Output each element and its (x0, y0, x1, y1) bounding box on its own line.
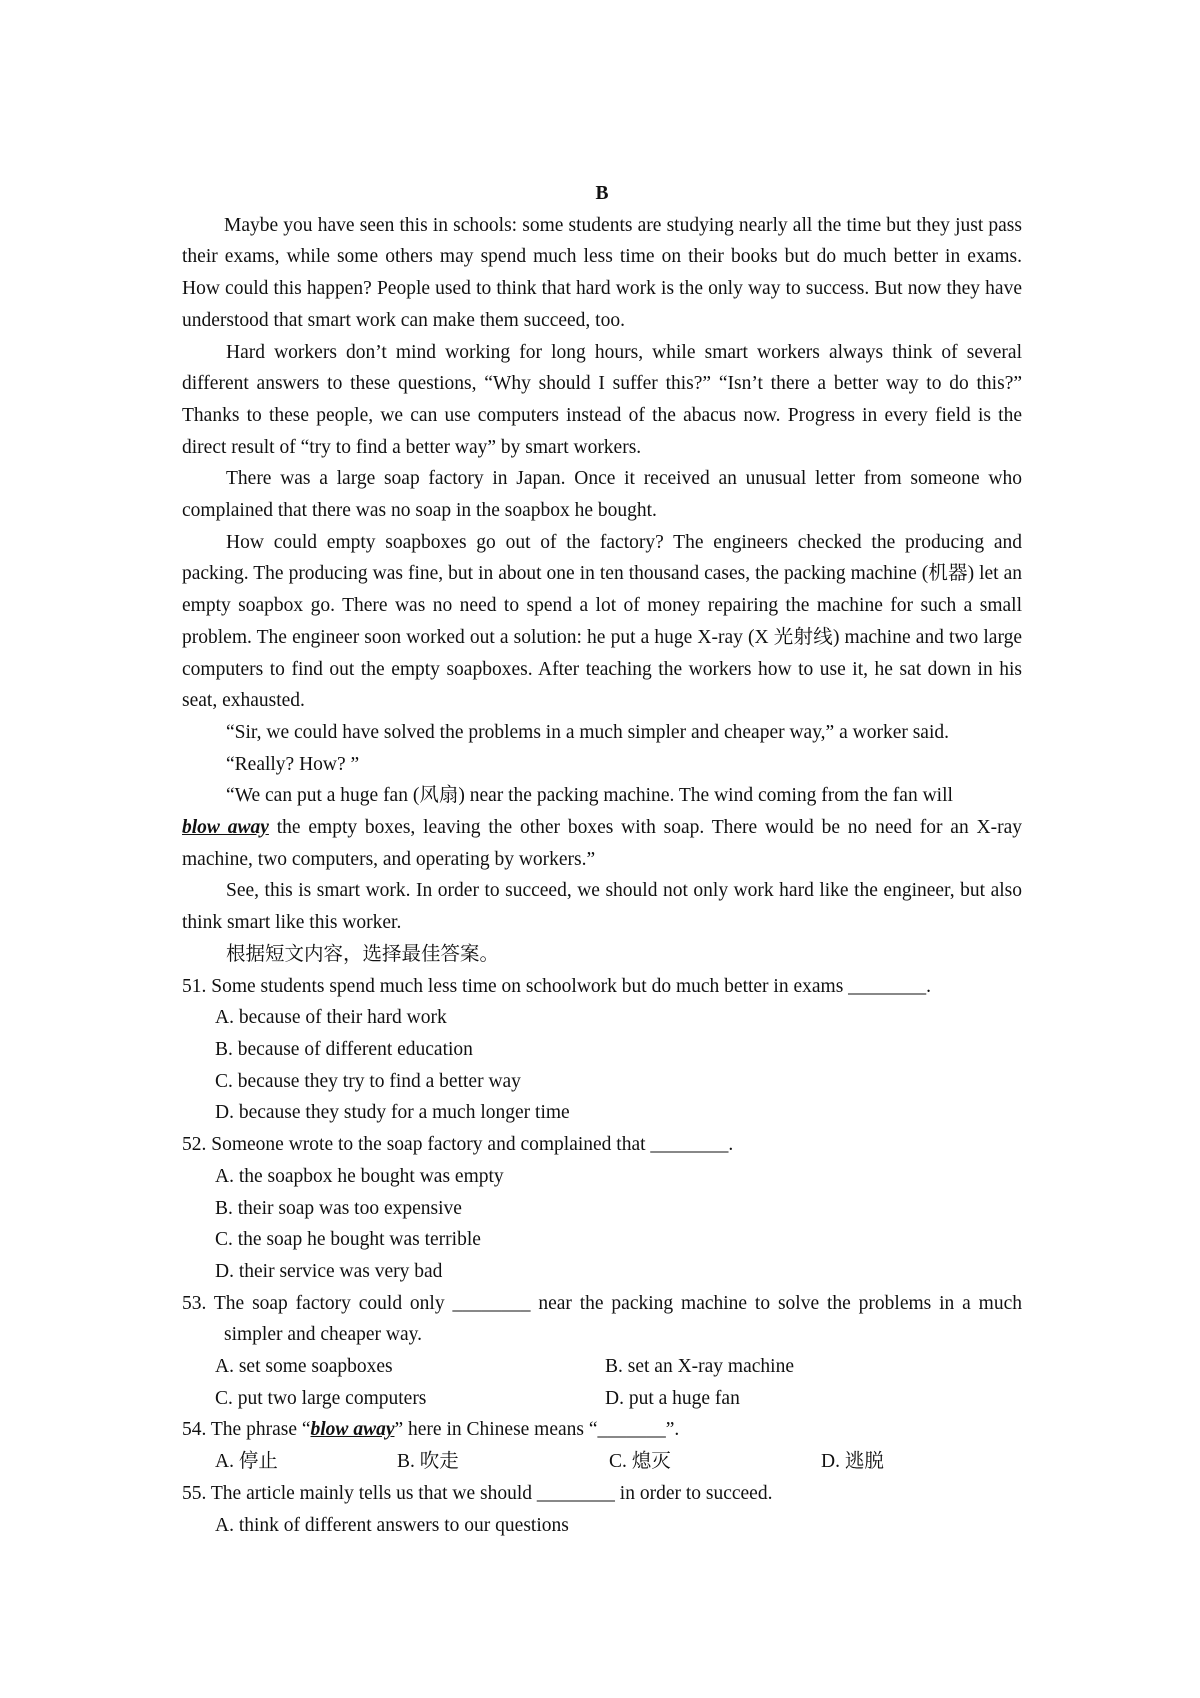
paragraph-7-start: “We can put a huge fan (风扇) near the packing machine. The wind coming from the fan will (226, 785, 953, 807)
option-a: A. think of different answers to our questions (215, 1514, 569, 1536)
question-53 (182, 1288, 1022, 1415)
option-a: A. the soapbox he bought was empty (215, 1165, 504, 1187)
passage-paragraph-1: Maybe you have seen this in schools: some students are studying nearly all the time but they just pass their exams, while some others may spend much less time on their books but do much better in exams. How could this happen? People used to think that hard work is the only way to success. But now they have understood that smart work can make them succeed, too. (182, 214, 1022, 331)
reading-passage (182, 210, 1022, 939)
stem-end: ” here in Chinese means “_______”. (394, 1419, 680, 1441)
passage-paragraph-4: How could empty soapboxes go out of the factory? The engineers checked the producing and packing. The producing was fine, but in about one in ten thousand cases, the packing machine (机器) let an empty soapbox go. There was no need to spend a lot of money repairing the machine for such a small problem. The engineer soon worked out a solution: he put a huge X-ray (X 光射线) machine and two large computers to find out the empty soapboxes. After teaching the workers how to use it, he sat down in his seat, exhausted. (182, 531, 1022, 712)
question-stem: 55. The article mainly tells us that we should ________ in order to succeed. (182, 1482, 773, 1504)
option-d: D. 逃脱 (821, 1451, 884, 1473)
option-d: D. put a huge fan (605, 1387, 740, 1409)
passage-paragraph-5: “Sir, we could have solved the problems in a much simpler and cheaper way,” a worker said. (226, 721, 950, 743)
stem-start: 54. The phrase “ (182, 1419, 311, 1441)
question-stem (182, 1414, 1022, 1446)
option-b: B. 吹走 (397, 1451, 459, 1473)
question-51 (182, 971, 1022, 1130)
option-c: C. because they try to find a better way (215, 1070, 521, 1092)
question-instruction: 根据短文内容，选择最佳答案。 (226, 943, 500, 965)
option-a: A. 停止 (215, 1451, 278, 1473)
option-c: C. the soap he bought was terrible (215, 1229, 481, 1251)
passage-paragraph-6: “Really? How? ” (226, 753, 360, 775)
passage-paragraph-8: See, this is smart work. In order to succeed, we should not only work hard like the engineer, but also think smart like this worker. (182, 880, 1022, 934)
exam-page (182, 178, 1022, 1541)
section-title: B (595, 183, 609, 204)
emphasized-phrase: blow away (310, 1419, 395, 1441)
question-stem: 53. The soap factory could only ________ near the packing machine to solve the problems in a much simpler and cheaper way. (182, 1292, 1022, 1346)
option-c: C. 熄灭 (609, 1451, 671, 1473)
paragraph-7-end: the empty boxes, leaving the other boxes with soap. There would be no need for an X-ray machine, two computers, and operating by workers.” (182, 817, 1022, 870)
question-stem: 52. Someone wrote to the soap factory and complained that ________. (182, 1134, 734, 1156)
option-c: C. put two large computers (215, 1387, 427, 1409)
option-d: D. their service was very bad (215, 1260, 443, 1282)
passage-paragraph-7 (182, 780, 1022, 875)
option-a: A. because of their hard work (215, 1007, 447, 1029)
option-b: B. their soap was too expensive (215, 1197, 462, 1219)
question-52 (182, 1129, 1022, 1288)
options-row-1 (182, 1351, 1022, 1383)
options-row-2 (182, 1383, 1022, 1415)
passage-paragraph-2: Hard workers don’t mind working for long hours, while smart workers always think of several different answers to these questions, “Why should I suffer this?” “Isn’t there a better way to do this?” Thanks to these people, we can use computers instead of the abacus now. Progress in every field is the direct result of “try to find a better way” by smart workers. (182, 341, 1022, 458)
emphasized-phrase: blow away (182, 817, 269, 839)
option-d: D. because they study for a much longer time (215, 1102, 570, 1124)
question-54 (182, 1414, 1022, 1477)
option-a: A. set some soapboxes (215, 1356, 393, 1378)
question-stem: 51. Some students spend much less time on schoolwork but do much better in exams ________. (182, 975, 932, 997)
options-row (182, 1446, 1022, 1478)
question-55 (182, 1478, 1022, 1541)
option-b: B. because of different education (215, 1038, 473, 1060)
passage-paragraph-3: There was a large soap factory in Japan. Once it received an unusual letter from someone who complained that there was no soap in the soapbox he bought. (182, 468, 1022, 522)
option-b: B. set an X-ray machine (605, 1356, 794, 1378)
